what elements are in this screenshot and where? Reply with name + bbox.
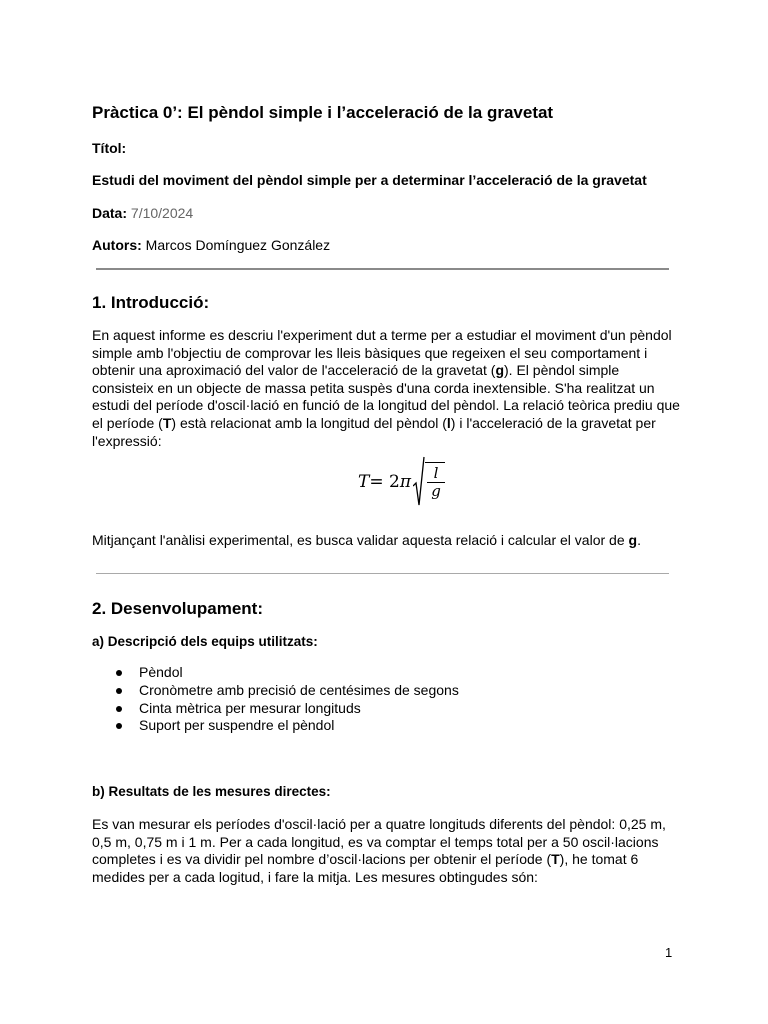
square-root xyxy=(413,456,445,508)
formula-denominator: g xyxy=(431,482,441,500)
section-heading-desenvolupament: 2. Desenvolupament: xyxy=(92,599,263,618)
subtitle: Estudi del moviment del pèndol simple per a determinar l’acceleració de la gravetat xyxy=(92,172,647,188)
list-item: Suport per suspendre el pèndol xyxy=(114,717,459,735)
authors-line xyxy=(92,237,330,253)
subheading-equips: a) Descripció dels equips utilitzats: xyxy=(92,634,318,649)
titol-label: Títol: xyxy=(92,140,127,156)
subheading-resultats: b) Resultats de les mesures directes: xyxy=(92,784,331,799)
intro-closing-paragraph: Mitjançant l'anàlisi experimental, es busca validar aquesta relació i calcular el valor de g. xyxy=(92,532,641,548)
page-number: 1 xyxy=(665,945,673,960)
symbol-g: g xyxy=(628,532,638,548)
formula-pi: π xyxy=(399,472,411,492)
bullet-icon xyxy=(116,670,122,676)
divider xyxy=(96,573,669,574)
symbol-l: l xyxy=(446,414,451,431)
date-value: 7/10/2024 xyxy=(130,205,194,221)
section-heading-introduccio: 1. Introducció: xyxy=(92,293,210,312)
bullet-icon xyxy=(116,723,122,729)
date-label: Data: xyxy=(92,205,128,221)
equipment-list xyxy=(114,664,459,735)
date-line xyxy=(92,205,193,221)
document-title: Pràctica 0’: El pèndol simple i l’acceleració de la gravetat xyxy=(92,103,554,122)
formula-eq: = 2 xyxy=(369,472,400,492)
results-paragraph: Es van mesurar els períodes d'oscil·lació per a quatre longituds diferents del pèndol: 0,25 m, 0,5 m, 0,75 m i 1 m. Per a cada longitud, es va comptar el temps total per a 50 oscil·lacions completes i es va dividir pel nombre d’oscil·lacions per obtenir el període (T), he tomat 6 medides per a cada logitud, i fare la mitja. Les mesures obtingudes són: xyxy=(92,816,666,885)
authors-label: Autors: xyxy=(92,237,142,253)
list-item: Cinta mètrica per mesurar longituds xyxy=(114,700,459,718)
bullet-icon xyxy=(116,688,122,694)
radical-sign-icon xyxy=(413,456,425,508)
divider xyxy=(96,268,669,270)
authors-value: Marcos Domínguez González xyxy=(145,237,331,253)
symbol-g: g xyxy=(495,362,505,379)
symbol-T: T xyxy=(162,414,172,431)
intro-paragraph: En aquest informe es descriu l'experiment dut a terme per a estudiar el moviment d'un pèndol simple amb l'objectiu de comprovar les lleis bàsiques que regeixen el seu comportament i obtenir una aproximació del valor de l'acceleració de la gravetat (g). El pèndol simple consisteix en un objecte de massa petita suspès d'una corda inextensible. S'ha realitzat un estudi del període d'oscil·lació en funció de la longitud del pèndol. La relació teòrica prediu que el període (T) està relacionat amb la longitud del pèndol (l) i l'acceleració de la gravetat per l'expressió: xyxy=(92,327,680,449)
formula-numerator: l xyxy=(433,464,439,482)
pendulum-period-formula xyxy=(358,456,445,508)
symbol-T: T xyxy=(551,851,560,868)
bullet-icon xyxy=(116,706,122,712)
formula-lhs: T xyxy=(358,472,370,492)
list-item: Cronòmetre amb precisió de centésimes de segons xyxy=(114,682,459,700)
list-item: Pèndol xyxy=(114,664,459,682)
